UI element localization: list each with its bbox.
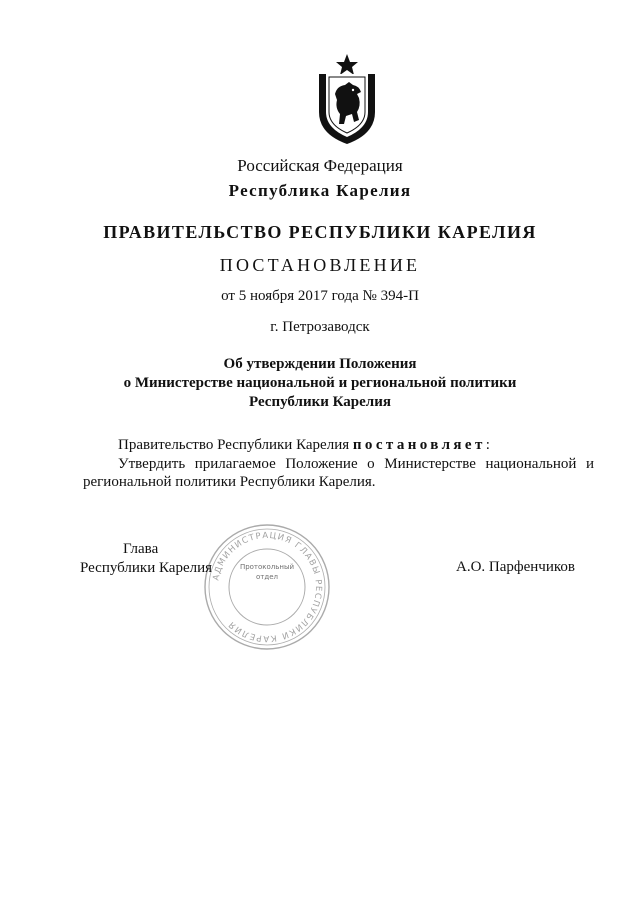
signatory-title: Глава — [123, 541, 159, 557]
signatory-position — [80, 540, 212, 578]
document-city: г. Петрозаводск — [270, 319, 370, 335]
preamble-lead: Правительство Республики Карелия — [118, 437, 353, 453]
resolution-preamble — [118, 437, 490, 454]
preamble-verb: постановляет — [352, 437, 486, 453]
stamp-inner-line: отдел — [256, 573, 278, 581]
country-name: Российская Федерация — [237, 156, 403, 175]
official-stamp — [202, 522, 332, 652]
republic-of-karelia-coat-of-arms-icon — [313, 52, 381, 146]
resolution-clause-continuation: региональной политики Республики Карелия. — [83, 474, 376, 490]
republic-name: Республика Карелия — [228, 181, 412, 200]
government-name: ПРАВИТЕЛЬСТВО РЕСПУБЛИКИ КАРЕЛИЯ — [103, 222, 537, 242]
stamp-inner-line: Протокольный — [239, 563, 295, 571]
svg-text:АДМИНИСТРАЦИЯ ГЛАВЫ РЕСПУБЛИКИ — [211, 531, 323, 643]
stamp-inner-text — [212, 562, 322, 582]
signatory-organization: Республики Карелия — [80, 560, 213, 576]
title-line: о Министерстве национальной и региональной политики — [123, 375, 517, 391]
resolution-clause: Утвердить прилагаемое Положение о Министерстве национальной и — [118, 456, 594, 472]
document-title — [0, 355, 640, 412]
preamble-tail: : — [485, 437, 490, 453]
signatory-name: А.О. Парфенчиков — [456, 559, 575, 575]
stamp-outer-text: АДМИНИСТРАЦИЯ ГЛАВЫ РЕСПУБЛИКИ КАРЕЛИЯ — [211, 530, 324, 644]
title-line: Республики Карелия — [249, 394, 391, 410]
title-line: Об утверждении Положения — [223, 356, 417, 372]
document-type: ПОСТАНОВЛЕНИЕ — [219, 255, 421, 275]
document-date-number: от 5 ноября 2017 года № 394-П — [221, 288, 419, 304]
